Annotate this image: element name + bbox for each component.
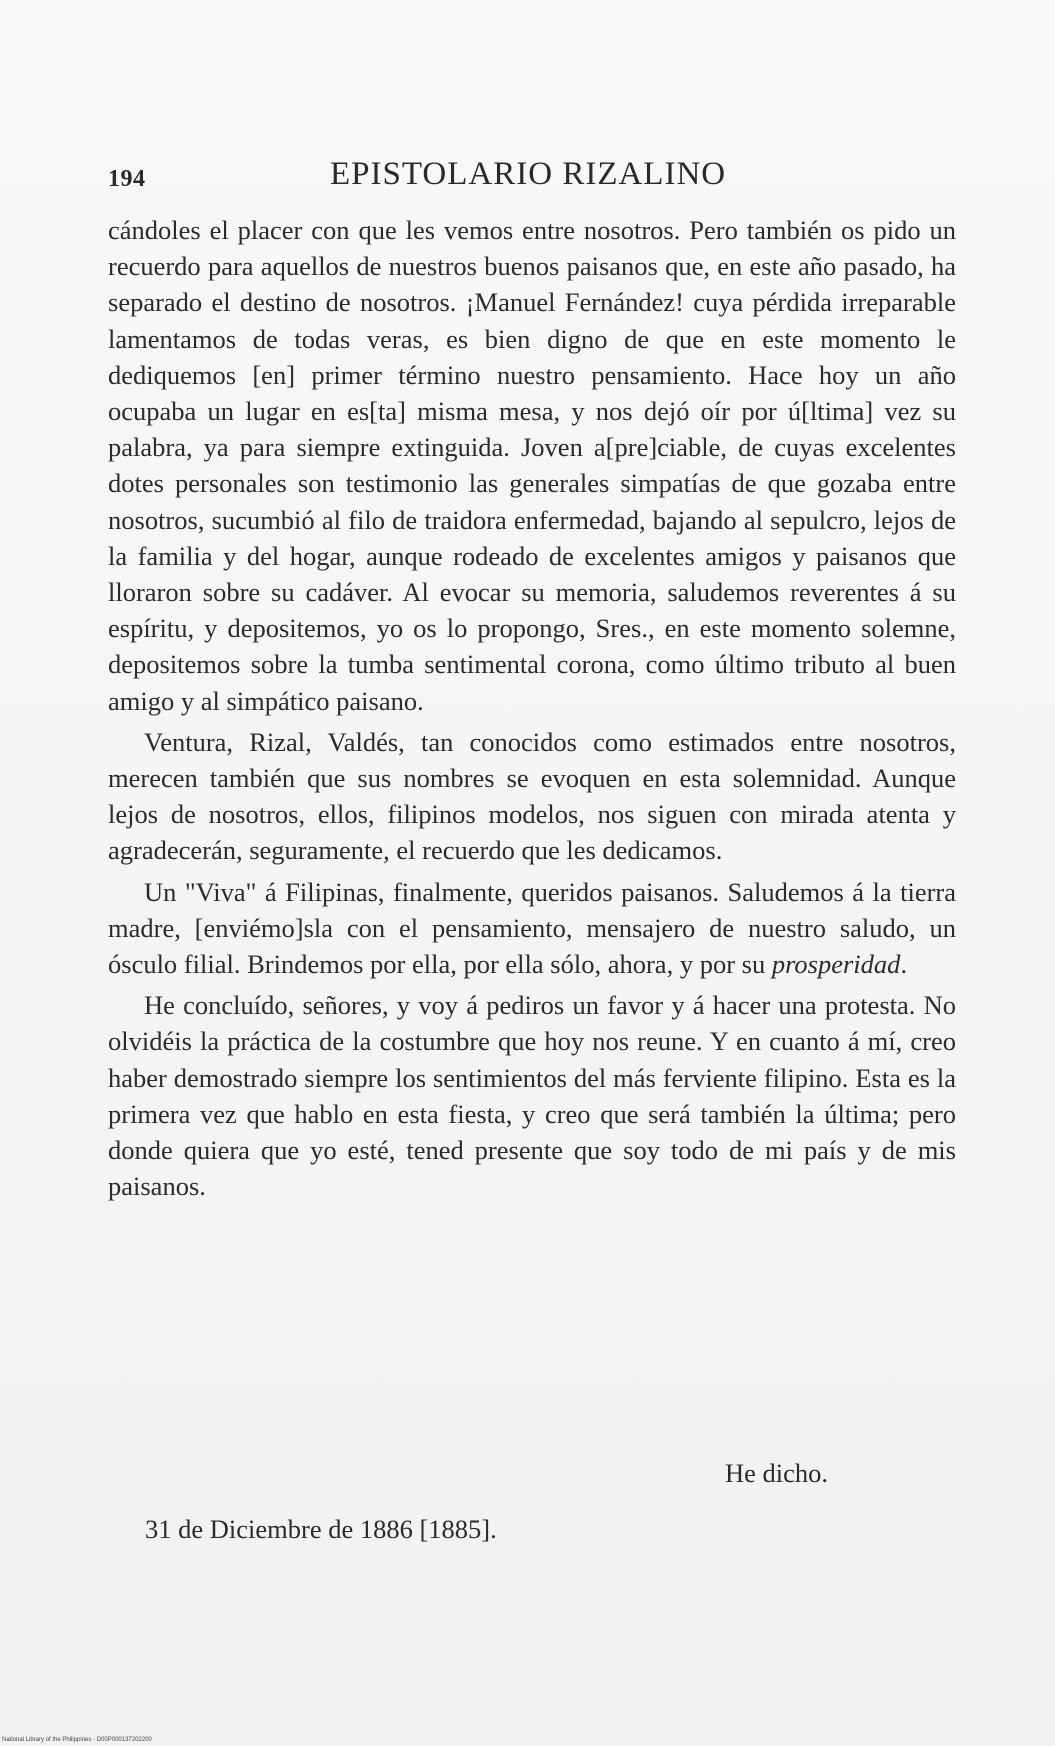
page-header bbox=[108, 150, 988, 200]
paragraph-3-italic: prosperidad bbox=[771, 949, 901, 980]
paragraph-2: Ventura, Rizal, Valdés, tan conocidos como estimados entre nosotros, merecen también que sus nombres se evoquen en esta solemnidad. Aunque lejos de nosotros, ellos, filipinos modelos, nos siguen con mirada atenta y agradecerán, seguramente, el recuerdo que les dedicamos. bbox=[108, 726, 956, 866]
footer-note: National Library of the Philippines · D00P000137202200 bbox=[2, 1737, 152, 1743]
paragraph-4: He concluído, señores, y voy á pediros un favor y á hacer una protesta. No olvidéis la práctica de la costumbre que hoy nos reune. Y en cuanto á mí, creo haber demostrado siempre los sentimientos del más ferviente filipino. Esta es la primera vez que hablo en esta fiesta, y creo que será también la última; pero donde quiera que yo esté, tened presente que soy todo de mi país y de mis paisanos. bbox=[108, 990, 956, 1202]
paragraph-1: cándoles el placer con que les vemos entre nosotros. Pero también os pido un recuerdo para aquellos de nuestros buenos paisanos que, en este año pasado, ha separado el destino de nosotros. ¡Manuel Fernández! cuya pérdida irreparable lamentamos de todas veras, es bien digno de que en este momento le dediquemos [en] primer término nuestro pensamiento. Hace hoy un año ocupaba un lugar en es[ta] misma mesa, y nos dejó oír por ú[ltima] vez su palabra, ya para siempre extinguida. Joven a[pre]ciable, de cuyas excelentes dotes personales son testimonio las generales simpatías de que gozaba entre nosotros, sucumbió al filo de traidora enfermedad, bajando al sepulcro, lejos de la familia y del hogar, aunque rodeado de excelentes amigos y paisanos que lloraron sobre su cadáver. Al evocar su memoria, saludemos reverentes á su espíritu, y depositemos, yo os lo propongo, Sres., en este momento solemne, depositemos sobre la tumba sentimental corona, como último tributo al buen amigo y al simpático paisano. bbox=[108, 215, 956, 716]
running-title: EPISTOLARIO RIZALINO bbox=[330, 156, 727, 192]
body-text bbox=[108, 212, 956, 1209]
paragraph-3 bbox=[108, 874, 956, 983]
paragraph-3-end: . bbox=[900, 949, 908, 980]
paragraph-3-text: Un "Viva" á Filipinas, finalmente, queridos paisanos. Saludemos á la tierra madre, [enviémo]sla con el pensamiento, mensajero de nuestro saludo, un ósculo filial. Brindemos por ella, por ella sólo, ahora, y por su bbox=[108, 876, 956, 980]
date-line: 31 de Diciembre de 1886 [1885]. bbox=[145, 1514, 497, 1544]
signoff: He dicho. bbox=[725, 1458, 829, 1488]
page-number: 194 bbox=[108, 166, 146, 192]
